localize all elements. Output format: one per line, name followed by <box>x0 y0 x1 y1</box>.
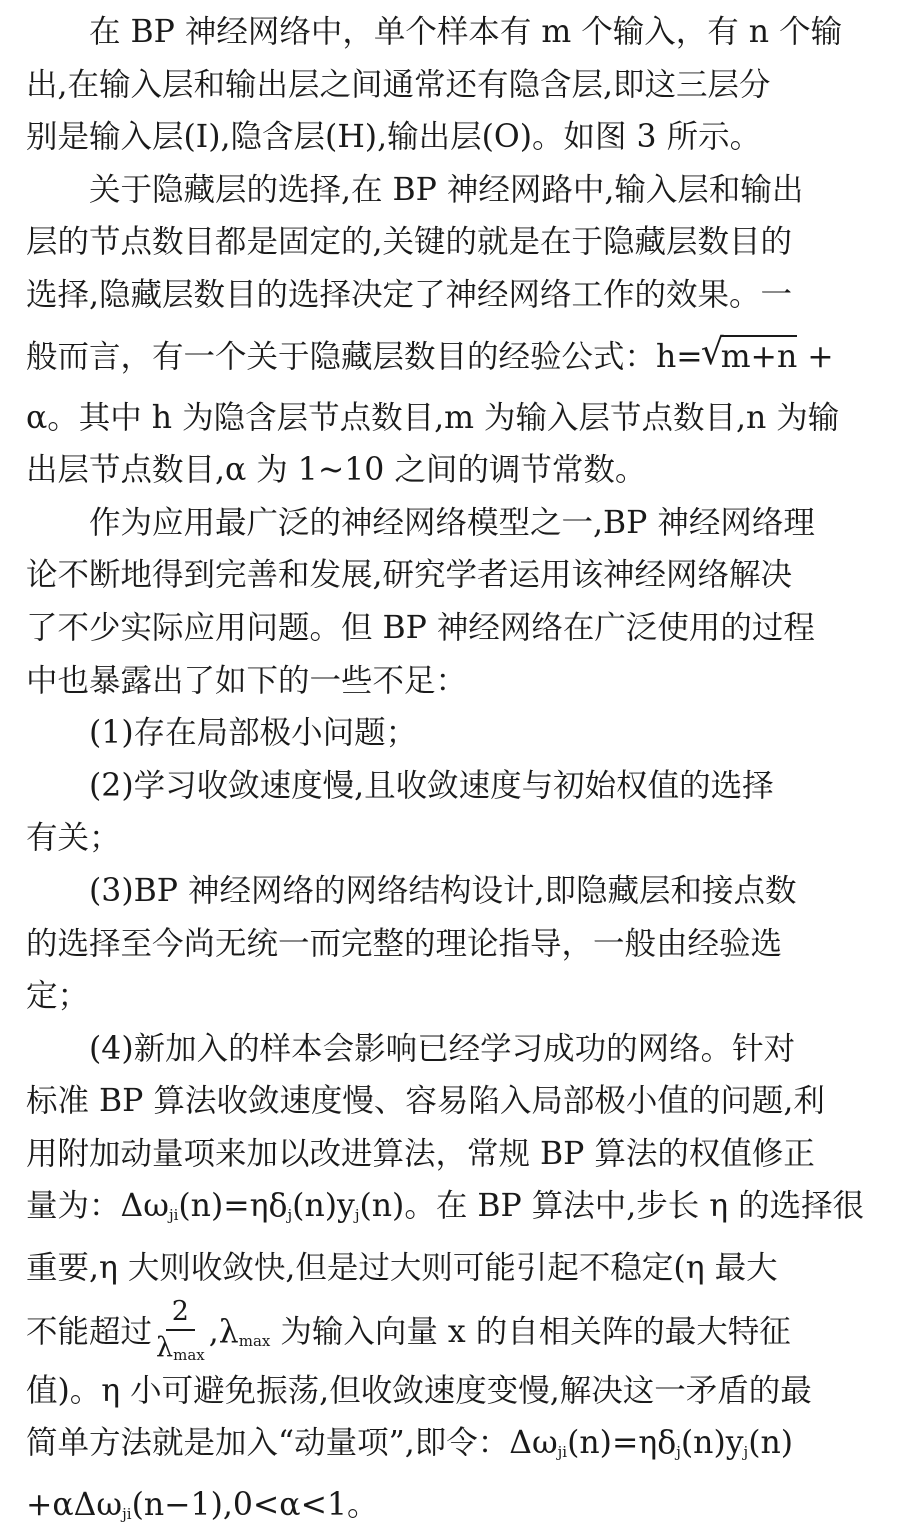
fraction-line <box>26 1295 886 1365</box>
delta-mid2: (n)y <box>292 1188 355 1225</box>
text-line: 出,在输入层和输出层之间通常还有隐含层,即这三层分 <box>26 66 771 103</box>
text-line: 选择,隐藏层数目的选择决定了神经网络工作的效果。一 <box>26 276 793 313</box>
subscript-j: j <box>287 1206 293 1225</box>
fraction-denominator <box>156 1331 205 1365</box>
subscript-j: j <box>354 1206 360 1225</box>
text-line: 值)。η 小可避免振荡,但收敛速度变慢,解决这一矛盾的最 <box>26 1372 812 1409</box>
text-line: 出层节点数目,α 为 1~10 之间的调节常数。 <box>26 452 647 489</box>
text-line: 别是输入层(I),隐含层(H),输出层(O)。如图 3 所示。 <box>26 119 762 156</box>
text-line: α。其中 h 为隐含层节点数目,m 为输入层节点数目,n 为输 <box>26 399 840 436</box>
subscript-ji: ji <box>557 1443 568 1462</box>
text-line: 了不少实际应用问题。但 BP 神经网络在广泛使用的过程 <box>26 609 815 646</box>
text-line: 用附加动量项来加以改进算法，常规 BP 算法的权值修正 <box>26 1135 815 1172</box>
formula-suffix: + <box>797 338 834 375</box>
text-line: (1)存在局部极小问题； <box>89 715 418 752</box>
final-tail: (n−1),0<α<1。 <box>131 1486 379 1523</box>
text-line: 论不断地得到完善和发展,研究学者运用该神经网络解决 <box>26 557 793 594</box>
paragraph-block-1 <box>26 6 886 322</box>
text-line: (4)新加入的样本会影响已经学习成功的网络。针对 <box>89 1030 796 1067</box>
subscript-j: j <box>743 1443 749 1462</box>
text-line: 定； <box>26 978 90 1015</box>
subscript-max: max <box>173 1345 205 1364</box>
text-line: (3)BP 神经网络的网络结构设计,即隐藏层和接点数 <box>89 872 797 909</box>
text-line: (2)学习收敛速度慢,且收敛速度与初始权值的选择 <box>89 767 774 804</box>
paragraph-block-3 <box>26 1365 886 1418</box>
fraction-2-over-lambda-max <box>156 1295 205 1365</box>
text-line: 有关； <box>26 820 121 857</box>
delta-formula-line <box>26 1180 886 1242</box>
text-line: 标准 BP 算法收敛速度慢、容易陷入局部极小值的问题,利 <box>26 1083 825 1120</box>
paragraph-block-2 <box>26 392 886 1181</box>
momentum-mid2: (n)y <box>680 1425 744 1462</box>
momentum-mid1: (n)=ηδ <box>567 1425 677 1462</box>
eta-line: 重要,η 大则收敛快,但是过大则可能引起不稳定(η 最大 <box>26 1250 778 1287</box>
formula-line <box>26 322 886 392</box>
lambda-symbol: λ <box>156 1331 174 1363</box>
subscript-ji: ji <box>122 1504 132 1523</box>
subscript-ji: ji <box>168 1206 179 1225</box>
subscript-j: j <box>676 1443 681 1462</box>
text-line: 中也暴露出了如下的一些不足： <box>26 662 468 699</box>
text-line: 关于隐藏层的选择,在 BP 神经网路中,输入层和输出 <box>89 171 804 208</box>
text-line: 作为应用最广泛的神经网络模型之一,BP 神经网络理 <box>89 504 815 541</box>
delta-lead: 量为：Δω <box>26 1188 169 1225</box>
delta-tail: (n)。在 BP 算法中,步长 η 的选择很 <box>359 1188 865 1225</box>
fraction-prefix: 不能超过 <box>26 1313 153 1350</box>
fraction-numerator: 2 <box>166 1295 195 1331</box>
momentum-lead: 简单方法就是加入“动量项”,即令：Δω <box>26 1425 558 1462</box>
final-formula-line <box>26 1479 886 1540</box>
fraction-suffix: 为输入向量 x 的自相关阵的最大特征 <box>270 1313 791 1350</box>
text-line: 在 BP 神经网络中，单个样本有 m 个输入，有 n 个输 <box>89 14 843 50</box>
subscript-max: max <box>238 1331 271 1350</box>
text-line: 的选择至今尚无统一而完整的理论指导，一般由经验选 <box>26 925 783 962</box>
delta-mid1: (n)=ηδ <box>178 1188 288 1225</box>
final-lead: +αΔω <box>26 1486 123 1523</box>
formula-prefix: 般而言，有一个关于隐藏层数目的经验公式：h= <box>26 338 703 375</box>
sqrt-symbol <box>703 322 798 392</box>
text-line: 层的节点数目都是固定的,关键的就是在于隐藏层数目的 <box>26 224 793 261</box>
momentum-tail: (n) <box>748 1425 794 1462</box>
momentum-formula-line <box>26 1417 886 1479</box>
lambda-symbol: ,λ <box>208 1313 239 1350</box>
radicand: m+n <box>721 335 798 375</box>
